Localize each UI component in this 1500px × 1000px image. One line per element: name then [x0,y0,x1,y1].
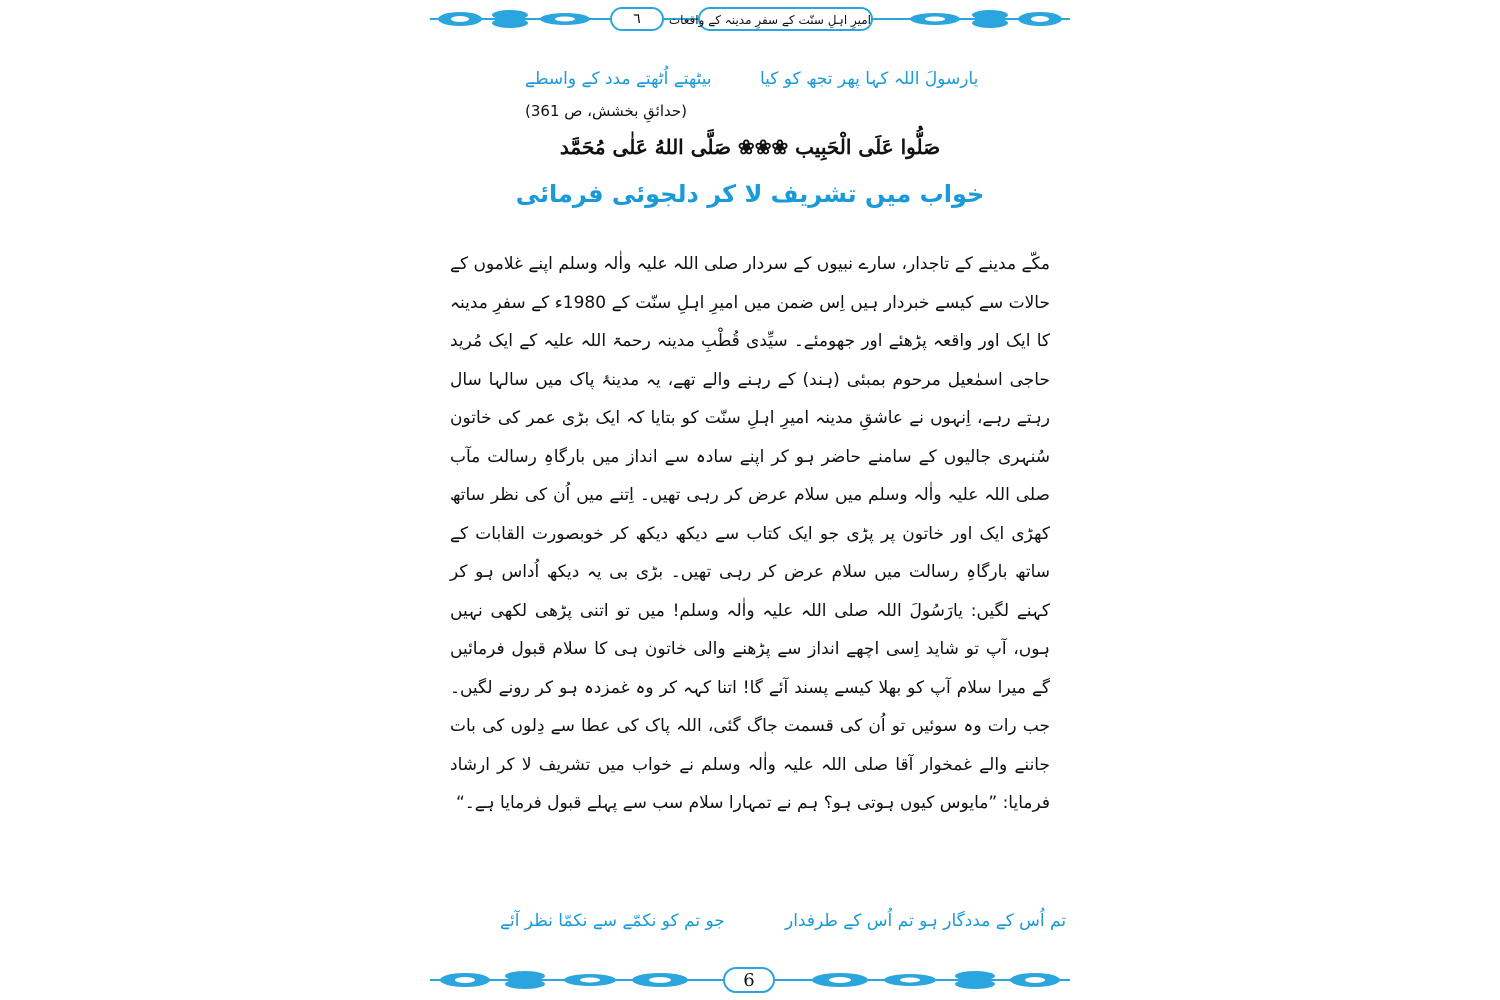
body-text: مکّے مدینے کے تاجدار، سارے نبیوں کے سردار صلی اللہ علیہ واٰلہ وسلم اپنے غلاموں کے حالات سے کیسے خبردار ہیں اِس ضمن میں امیرِ اہلِ سنّت کے 1980ء کے سفرِ مدینہ کا ایک اور واقعہ پڑھئے اور جھومئے۔ سیِّدی قُطْبِ مدینہ رحمۃ اللہ علیہ کے ایک مُرید حاجی اسمٰعیل مرحوم بمبئی (ہند) کے رہنے والے تھے، یہ مدینۂ پاک میں سالہا سال رہتے رہے، اِنہوں نے عاشقِ مدینہ امیرِ اہلِ سنّت کو بتایا کہ ایک بڑی عمر کی خاتون سُنہری جالیوں کے سامنے حاضر ہو کر اپنے سادہ سے انداز میں بارگاہِ رسالت مآب صلی اللہ علیہ واٰلہ وسلم میں سلام عرض کر رہی تھیں۔ اِتنے میں اُن کی نظر ساتھ کھڑی ایک اور خاتون پر پڑی جو ایک کتاب سے دیکھ دیکھ کر خوبصورت القابات کے ساتھ بارگاہِ رسالت میں سلام عرض کر رہی تھیں۔ بڑی بی یہ دیکھ اُداس ہو کر کہنے لگیں: یارَسُولَ اللہ صلی اللہ علیہ واٰلہ وسلم! میں تو اتنی پڑھی لکھی نہیں ہوں، آپ تو شاید اِسی اچھے انداز سے پڑھنے والی خاتون ہی کا سلام قبول فرمائیں گے میرا سلام آپ کو بھلا کیسے پسند آئے گا! اتنا کہہ کر وہ غمزدہ ہو کر رونے لگیں۔ جب رات وہ سوئیں تو اُن کی قسمت جاگ گئی، اللہ پاک کی عطا سے دِلوں کی بات جاننے والے غمخوار آقا صلی اللہ علیہ واٰلہ وسلم نے خواب میں تشریف لا کر ارشاد فرمایا: ”مایوس کیوں ہوتی ہو؟ ہم نے تمہارا سلام سب سے پہلے قبول فرمایا ہے۔“ [450,254,1051,813]
footer-ornament [430,965,1070,995]
header-ornament [430,4,1070,34]
body-paragraph [450,245,1050,823]
verse-bottom-left: جو تم کو نکمّے سے نکمّا نظر آئے [500,911,725,931]
footer-page-number: 6 [723,967,775,993]
verse-citation: (حدائقِ بخشش، ص 361) [525,102,687,120]
book-page [430,0,1070,1000]
durood-line: صَلُّوا عَلَی الْحَبِیب ❀❀❀ صَلَّی اللهُ عَلٰی مُحَمَّد [559,135,941,159]
verse-top-left: بیٹھتے اُٹھتے مدد کے واسطے [525,69,712,89]
header-page-number: ٦ [610,7,664,31]
verse-top-right: یارسولَ اللہ کہا پھر تجھ کو کیا [760,69,979,89]
running-header-title: امیرِ اہلِ سنّت کے سفرِ مدینہ کے واقعات [698,7,873,31]
verse-bottom-right: تم اُس کے مددگار ہو تم اُس کے طرفدار [785,911,1067,931]
section-heading: خواب میں تشریف لا کر دلجوئی فرمائی [515,180,985,208]
